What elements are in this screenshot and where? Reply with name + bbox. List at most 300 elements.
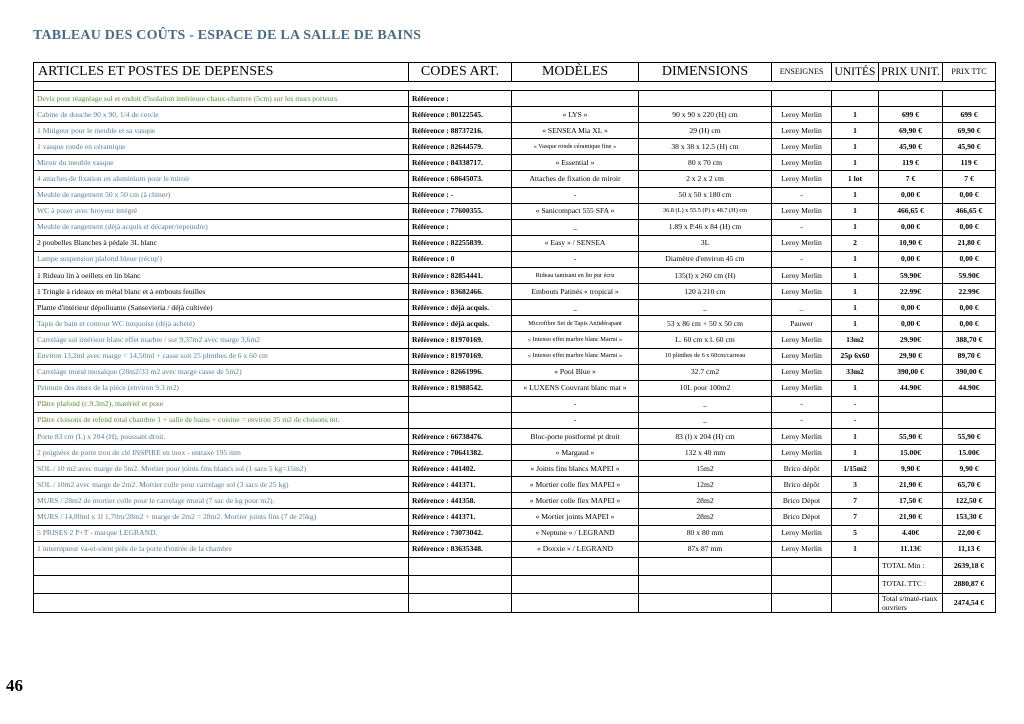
unit-price-cell [879,396,943,412]
article-cell: Plâtre cloisons de refend total chambre 1 + salle de bains + cuisine = environ 35 m2 de cloisons int. [34,412,409,428]
table-row [34,139,996,155]
dimension-cell [639,91,772,107]
table-row [34,91,996,107]
model-cell: Attaches de fixation de miroir [512,171,639,187]
unit-price-cell: 69,90 € [879,123,943,139]
dimension-cell: 87x 87 mm [639,541,772,557]
empty-cell [512,593,639,612]
units-cell: 5 [832,525,879,541]
model-cell: - [512,396,639,412]
unit-price-cell: 119 € [879,155,943,171]
article-cell: WC à poser avec broyeur intégré [34,203,409,219]
table-row [34,493,996,509]
total-price-cell: 55,90 € [943,428,996,444]
total-price-cell: 65,70 € [943,477,996,493]
spacer-row [34,82,996,91]
dimension-cell: 1.89 x P.46 x 84 (H) cm [639,219,772,235]
dimension-cell: 15m2 [639,461,772,477]
store-cell: - [772,412,832,428]
total-price-cell: 21,80 € [943,235,996,251]
units-cell: - [832,396,879,412]
model-cell: « Sanicompact 555 SFA » [512,203,639,219]
article-cell: 4 attaches de fixation en aluminium pour le miroir [34,171,409,187]
table-row [34,380,996,396]
store-cell [772,91,832,107]
store-cell: - [772,219,832,235]
article-cell: Devis pour réagréage sol et enduit d'isolation intérieure chaux-chanvre (5cm) sur les murs porteurs [34,91,409,107]
dimension-cell: 80 x 70 cm [639,155,772,171]
table-row [34,445,996,461]
model-cell: « Margaud » [512,445,639,461]
cost-table [33,62,996,613]
dimension-cell: 28m2 [639,493,772,509]
total-price-cell: 11,13 € [943,541,996,557]
model-cell: « Vasque ronde céramique fine » [512,139,639,155]
article-cell: Peinture des murs de la pièce (environ 9.3 m2) [34,380,409,396]
page-title: TABLEAU DES COÛTS - ESPACE DE LA SALLE DE BAINS [33,28,422,43]
unit-price-cell: 0,00 € [879,300,943,316]
store-cell: - [772,396,832,412]
unit-price-cell: 390,00 € [879,364,943,380]
code-cell: Référence : 441371. [409,509,512,525]
empty-cell [832,557,879,575]
code-cell: Référence : 77600355. [409,203,512,219]
total-price-cell: 22,00 € [943,525,996,541]
model-cell: - [512,251,639,267]
store-cell: _ [772,300,832,316]
model-cell: « LYS » [512,107,639,123]
header-unites: UNITÉS [832,63,879,82]
units-cell: 7 [832,509,879,525]
code-cell: Référence : 83635348. [409,541,512,557]
unit-price-cell: 17,50 € [879,493,943,509]
model-cell: « Mortier colle flex MAPEI » [512,477,639,493]
unit-price-cell: 699 € [879,107,943,123]
unit-price-cell [879,412,943,428]
total-price-cell: 153,30 € [943,509,996,525]
dimension-cell: 80 x 80 mm [639,525,772,541]
code-cell: Référence : 82644579. [409,139,512,155]
article-cell: Meuble de rangement 50 x 50 cm (à chiner) [34,187,409,203]
table-row [34,412,996,428]
units-cell: 1 [832,380,879,396]
code-cell [409,396,512,412]
model-cell: « Pool Blue » [512,364,639,380]
units-cell: 13m2 [832,332,879,348]
table-row [34,332,996,348]
code-cell: Référence : 73073042. [409,525,512,541]
total-row [34,593,996,612]
model-cell: Bloc-porte postformé pt droit [512,428,639,444]
table-row [34,364,996,380]
units-cell: - [832,412,879,428]
unit-price-cell: 0,00 € [879,251,943,267]
model-cell [512,91,639,107]
total-price-cell: 45,90 € [943,139,996,155]
total-price-cell: 0,00 € [943,300,996,316]
total-label: TOTAL Min : [879,557,943,575]
model-cell: « Essential » [512,155,639,171]
unit-price-cell: 22.99€ [879,284,943,300]
units-cell: 1 [832,541,879,557]
code-cell: Référence : 84338717. [409,155,512,171]
units-cell: 1 [832,428,879,444]
empty-cell [512,575,639,593]
code-cell: Référence : déjà acquis. [409,300,512,316]
units-cell: 1 [832,107,879,123]
article-cell: Meuble de rangement (déjà acquis et décaper/repeindre) [34,219,409,235]
units-cell: 1 [832,187,879,203]
unit-price-cell: 0,00 € [879,219,943,235]
header-articles: ARTICLES ET POSTES DE DEPENSES [34,63,409,82]
unit-price-cell: 0,00 € [879,187,943,203]
model-cell: « Doxxie » / LEGRAND [512,541,639,557]
total-price-cell: 0,00 € [943,187,996,203]
code-cell: Référence : [409,219,512,235]
code-cell [409,412,512,428]
units-cell: 1 [832,316,879,332]
unit-price-cell: 21,90 € [879,509,943,525]
unit-price-cell: 11.13€ [879,541,943,557]
table-row [34,348,996,364]
dimension-cell: Diamètre d'environ 45 cm [639,251,772,267]
total-price-cell: 0,00 € [943,219,996,235]
units-cell: 3 [832,477,879,493]
empty-cell [832,593,879,612]
table-row [34,477,996,493]
units-cell: 1 [832,251,879,267]
store-cell: - [772,187,832,203]
article-cell: 1 Mitigeur pour le meuble et sa vasque [34,123,409,139]
dimension-cell: L. 60 cm x l. 60 cm [639,332,772,348]
dimension-cell: 132 x 40 mm [639,445,772,461]
store-cell: Leroy Merlin [772,428,832,444]
code-cell: Référence : 83682466. [409,284,512,300]
store-cell: Leroy Merlin [772,107,832,123]
model-cell: _ [512,219,639,235]
total-price-cell: 44.90€ [943,380,996,396]
code-cell: Référence : - [409,187,512,203]
units-cell: 33m2 [832,364,879,380]
model-cell: Rideau tamisant en lin pur écru [512,268,639,284]
total-price-cell: 466,65 € [943,203,996,219]
table-row [34,316,996,332]
store-cell: Leroy Merlin [772,123,832,139]
units-cell: 1 [832,123,879,139]
store-cell: Leroy Merlin [772,235,832,251]
dimension-cell: 10 plinthes de 6 x 60cm/carreau [639,348,772,364]
table-row [34,461,996,477]
units-cell: 2 [832,235,879,251]
model-cell: « Easy » / SENSEA [512,235,639,251]
table-row [34,235,996,251]
code-cell: Référence : 88737216. [409,123,512,139]
store-cell: Leroy Merlin [772,541,832,557]
table-row [34,284,996,300]
empty-cell [512,557,639,575]
unit-price-cell: 10,90 € [879,235,943,251]
unit-price-cell: 59.90€ [879,268,943,284]
table-row [34,428,996,444]
article-cell: 2 poubelles Blanches à pédale 3L blanc [34,235,409,251]
total-value: 2474,54 € [943,593,996,612]
dimension-cell: 83 (l) x 204 (H) cm [639,428,772,444]
store-cell: Leroy Merlin [772,155,832,171]
unit-price-cell: 466,65 € [879,203,943,219]
header-row [34,63,996,82]
table-row [34,268,996,284]
store-cell: Leroy Merlin [772,332,832,348]
store-cell: Brico dépôt [772,477,832,493]
dimension-cell: 32.7 cm2 [639,364,772,380]
dimension-cell: _ [639,412,772,428]
store-cell: Leroy Merlin [772,284,832,300]
article-cell: Carrelage sol intérieur blanc effet marbre / sur 9,37m2 avec marge 3,6m2 [34,332,409,348]
code-cell: Référence : 70641382. [409,445,512,461]
total-price-cell: 122,50 € [943,493,996,509]
header-enseignes: ENSEIGNES [772,63,832,82]
table-row [34,123,996,139]
empty-cell [34,557,409,575]
article-cell: Lampe suspension plafond bleue (récup') [34,251,409,267]
store-cell: Brico dépôt [772,461,832,477]
total-value: 2880,87 € [943,575,996,593]
model-cell: « Joints fins blancs MAPEI » [512,461,639,477]
dimension-cell: 2 x 2 x 2 cm [639,171,772,187]
units-cell: 1 [832,203,879,219]
table-row [34,251,996,267]
dimension-cell: 90 x 90 x 220 (H) cm [639,107,772,123]
model-cell: « Neptune » / LEGRAND [512,525,639,541]
model-cell: « Mortier colle flex MAPEI » [512,493,639,509]
article-cell: Cabine de douche 90 x 90, 1/4 de cercle [34,107,409,123]
unit-price-cell: 29,90 € [879,348,943,364]
empty-cell [34,575,409,593]
total-label: TOTAL TTC : [879,575,943,593]
article-cell: SOL / 10m2 avec marge de 2m2. Mortier colle pour carrelage sol (3 sacs de 25 kg) [34,477,409,493]
total-price-cell: 0,00 € [943,251,996,267]
article-cell: MURS / 14,80ml x 1l 1,70m/28m2 + marge de 2m2 = 28m2. Mortier joints fins (7 de 25kg) [34,509,409,525]
total-label: Total s/maté-riaux ouvriers [879,593,943,612]
total-row [34,557,996,575]
dimension-cell: 29 (H) cm [639,123,772,139]
unit-price-cell [879,91,943,107]
store-cell: Brico Dépot [772,493,832,509]
empty-cell [409,557,512,575]
model-cell: « Intenso effet marbre blanc Marmi » [512,332,639,348]
total-price-cell: 7 € [943,171,996,187]
empty-cell [772,575,832,593]
empty-cell [639,593,772,612]
units-cell: 1 [832,268,879,284]
code-cell: Référence : 441371. [409,477,512,493]
store-cell: Leroy Merlin [772,364,832,380]
unit-price-cell: 9,90 € [879,461,943,477]
dimension-cell: 38 x 38 x 12.5 (H) cm [639,139,772,155]
empty-cell [832,575,879,593]
store-cell: Leroy Merlin [772,525,832,541]
units-cell: 1 [832,300,879,316]
code-cell: Référence : 441402. [409,461,512,477]
code-cell: Référence : [409,91,512,107]
code-cell: Référence : déjà acquis. [409,316,512,332]
total-price-cell: 9,90 € [943,461,996,477]
total-price-cell: 388,70 € [943,332,996,348]
store-cell: Leroy Merlin [772,380,832,396]
total-price-cell: 22.99€ [943,284,996,300]
article-cell: 5 PRISES 2 P+T - marque LEGRAND. [34,525,409,541]
units-cell: 25p 6x60 [832,348,879,364]
dimension-cell: _ [639,300,772,316]
code-cell: Référence : 66738476. [409,428,512,444]
total-price-cell [943,91,996,107]
header-dimensions: DIMENSIONS [639,63,772,82]
store-cell: Pauwer [772,316,832,332]
table-row [34,525,996,541]
unit-price-cell: 45,90 € [879,139,943,155]
unit-price-cell: 0,00 € [879,316,943,332]
store-cell: Leroy Merlin [772,203,832,219]
units-cell: 1 lot [832,171,879,187]
store-cell: Leroy Merlin [772,348,832,364]
table-row [34,203,996,219]
units-cell: 1 [832,219,879,235]
unit-price-cell: 21,90 € [879,477,943,493]
dimension-cell: 53 x 86 cm + 50 x 50 cm [639,316,772,332]
article-cell: 1 vasque ronde en céramique [34,139,409,155]
code-cell: Référence : 82854441. [409,268,512,284]
dimension-cell: 28m2 [639,509,772,525]
store-cell: Leroy Merlin [772,139,832,155]
table-row [34,171,996,187]
dimension-cell: 10L pour 100m2 [639,380,772,396]
header-codes: CODES ART. [409,63,512,82]
total-price-cell: 390,00 € [943,364,996,380]
dimension-cell: 120 à 210 cm [639,284,772,300]
total-price-cell: 89,70 € [943,348,996,364]
units-cell: 1 [832,139,879,155]
empty-cell [639,557,772,575]
units-cell: 1 [832,445,879,461]
article-cell: Plâtre plafond (c.9.3m2), matériel et pose [34,396,409,412]
dimension-cell: _ [639,396,772,412]
total-price-cell: 699 € [943,107,996,123]
empty-cell [772,593,832,612]
model-cell: « LUXENS Couvrant blanc mat » [512,380,639,396]
table-row [34,509,996,525]
total-price-cell [943,412,996,428]
table-row [34,219,996,235]
article-cell: Plante d'intérieur dépolluante (Sansevieria / déjà cultivée) [34,300,409,316]
store-cell: Brico Dépot [772,509,832,525]
total-price-cell [943,396,996,412]
model-cell: « Intenso effet marbre blanc Marmi » [512,348,639,364]
table-row [34,541,996,557]
total-row [34,575,996,593]
dimension-cell: 12m2 [639,477,772,493]
store-cell: Leroy Merlin [772,171,832,187]
article-cell: SOL / 10 m2 avec marge de 5m2. Mortier pour joints fins blancs sol (1 sacs 5 kg=15m2) [34,461,409,477]
model-cell: Microfibre Set de Tapis Antidérapant [512,316,639,332]
unit-price-cell: 4.40€ [879,525,943,541]
unit-price-cell: 29.90€ [879,332,943,348]
article-cell: Tapis de bain et contour WC turquoise (déjà acheté) [34,316,409,332]
total-price-cell: 0,00 € [943,316,996,332]
header-modeles: MODÈLES [512,63,639,82]
total-price-cell: 15.00€ [943,445,996,461]
article-cell: 1 Rideau lin à oeillets en lin blanc [34,268,409,284]
units-cell: 1 [832,284,879,300]
article-cell: Miroir du meuble vasque [34,155,409,171]
article-cell: Environ 13,2ml avec marge = 14,50ml + casse soit 25 plinthes de 6 x 60 cm [34,348,409,364]
code-cell: Référence : 81970169. [409,348,512,364]
total-price-cell: 69,90 € [943,123,996,139]
code-cell: Référence : 82661996. [409,364,512,380]
table-row [34,396,996,412]
total-price-cell: 59.90€ [943,268,996,284]
store-cell: - [772,251,832,267]
total-price-cell: 119 € [943,155,996,171]
model-cell: - [512,187,639,203]
empty-cell [772,557,832,575]
units-cell: 7 [832,493,879,509]
empty-cell [409,575,512,593]
code-cell: Référence : 441358. [409,493,512,509]
code-cell: Référence : 0 [409,251,512,267]
code-cell: Référence : 80122545. [409,107,512,123]
model-cell: « SENSEA Mia XL » [512,123,639,139]
table-row [34,300,996,316]
unit-price-cell: 44.90€ [879,380,943,396]
article-cell: 1 interrupteur va-et-vient près de la porte d'entrée de la chambre [34,541,409,557]
unit-price-cell: 55,90 € [879,428,943,444]
dimension-cell: 3L [639,235,772,251]
model-cell: Embouts Patinés « tropical » [512,284,639,300]
header-prix-unit: PRIX UNIT. [879,63,943,82]
header-prix-ttc: PRIX TTC [943,63,996,82]
model-cell: - [512,412,639,428]
table-row [34,187,996,203]
table-body [34,82,996,613]
article-cell: 2 poignées de porte trou de clé INSPIRE en inox - entraxe 195 mm [34,445,409,461]
empty-cell [409,593,512,612]
empty-cell [639,575,772,593]
store-cell: Leroy Merlin [772,268,832,284]
page-number: 46 [6,676,23,695]
dimension-cell: 135(l) x 260 cm (H) [639,268,772,284]
article-cell: 1 Tringle à rideaux en métal blanc et à embouts feuilles [34,284,409,300]
total-value: 2639,18 € [943,557,996,575]
article-cell: Porte 83 cm (L) x 204 (H), poussant droit. [34,428,409,444]
model-cell: « Mortier joints MAPEI » [512,509,639,525]
unit-price-cell: 7 € [879,171,943,187]
unit-price-cell: 15.00€ [879,445,943,461]
article-cell: Carrelage mural mosaïque (28m2/33 m2 avec marge casse de 5m2) [34,364,409,380]
article-cell: MURS / 28m2 de mortier colle pour le carrelage mural (7 sac de kg pour m2). [34,493,409,509]
units-cell: 1 [832,155,879,171]
table-row [34,155,996,171]
code-cell: Référence : 81970169. [409,332,512,348]
units-cell [832,91,879,107]
store-cell: Leroy Merlin [772,445,832,461]
code-cell: Référence : 82255839. [409,235,512,251]
dimension-cell: 36.8 (L) x 55.5 (P) x 48.7 (H) cm [639,203,772,219]
model-cell: _ [512,300,639,316]
table-row [34,107,996,123]
code-cell: Référence : 68645073. [409,171,512,187]
code-cell: Référence : 81988542. [409,380,512,396]
dimension-cell: 50 x 50 x 180 cm [639,187,772,203]
